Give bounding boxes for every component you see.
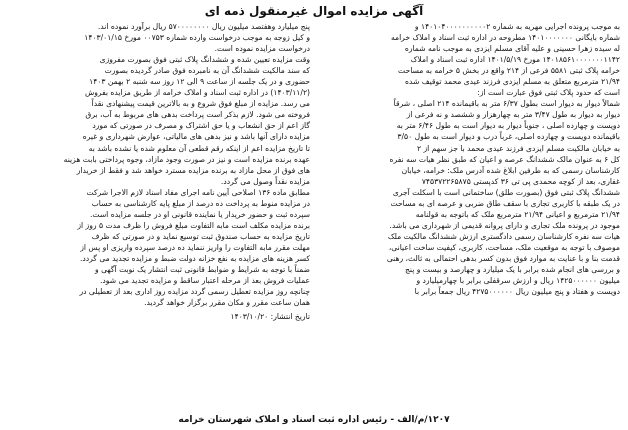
text-line: (۱۴۰۳/۱۱/۲) در اداره ثبت اسناد و املاک خرامه از طریق مزایده بفروش xyxy=(84,88,310,98)
body-column-left xyxy=(8,21,310,322)
text-line: برنده مزایده مکلف است مابه التفاوت مبلغ فروش را ظرف مدت ۵ روز از xyxy=(77,220,310,230)
text-line: و کیل زوجه به موجب درخواست وارده شماره ۰۰۷۵۳ مورخ ۱۴۰۳/۰۱/۱۵ xyxy=(84,33,310,43)
text-line: همان ساعت مقرر و مکان مقرر برگزار خواهد گردید. xyxy=(144,298,310,308)
text-line: در مزایده منوط به پرداخت ده درصد از مبلغ پایه کارشناسی به حساب xyxy=(91,198,310,208)
text-line: که سند مالکیت ششدانگ آن به نامبرده فوق صادر گردیده بصورت xyxy=(104,66,310,76)
text-line: خرامه پلاک ثبتی ۵۵۸۱ فرعی از ۲۱۴ واقع در بخش ۵ خرامه به مساحت xyxy=(398,66,620,76)
text-line: غفاری، بعد از کوچه محمدی پی تی ۳۶ کدپستی ۷۴۵۳۷۲۲۶۵۸۷۵ xyxy=(421,176,620,186)
text-line: به موجب پرونده اجرایی مهریه به شماره ۱۴۰۱۰۴۰۰۰۰۰۰۰۰۰۰۲ و xyxy=(414,22,620,31)
text-line: های فوق از محل مازاد به برنده مزایده مسترد خواهد شد و فقط از خریدار xyxy=(76,165,310,175)
notice-body xyxy=(8,21,620,322)
text-line: به خیابان مالکیت مسلم ایزدی فرزند عیدی محمد با جز سهم از ۲ xyxy=(416,143,620,153)
body-column-left-text xyxy=(8,21,310,308)
text-line: مزایده نقداً وصول می گردد. xyxy=(220,176,310,186)
text-line: عهده برنده مزایده است و نیز در صورت وجود مازاد، وجوه پرداختی بابت هزینه xyxy=(63,154,310,164)
text-line: تاریخ مزایده به حساب صندوق ثبت توسیع نماید و در صورتی که ظرف xyxy=(91,231,310,241)
text-line: تا تاریخ مزایده اعم از اینکه رقم قطعی آن معلوم شده یا نشده باشد به xyxy=(88,143,310,153)
body-column-right xyxy=(318,21,620,322)
text-line: در یک طبقه با کاربری تجاری با سقف طاق ضربی و عرصه ای به مساحت xyxy=(390,198,620,208)
text-line: است که حدود پلاک ثبتی فوق عبارت است از: xyxy=(477,88,620,98)
text-line: دیوار به دیوار به طول ۳/۴۷ متر به چهارهزار و ششصد و نه فرعی از xyxy=(406,110,620,120)
text-line: می رسد. مزایده از مبلغ فوق شروع و به بالاترین قیمت پیشنهادی نقداً xyxy=(91,99,310,109)
text-line: مهلت مقرر مابه التفاوت را واریز ننماید ده درصد سپرده واریزی او پس از xyxy=(80,242,310,252)
text-line: دویست و هفتاد و پنج میلیون ریال ۴۲۷۵۰۰۰۰۰۰ ریال جمعاً برابر با xyxy=(414,287,620,297)
text-line: کارشناسان رسمی که به طرفین ابلاغ شده آدرس ملک: خرامه، خیابان xyxy=(401,165,620,175)
text-line: درخواست مزایده نموده است. xyxy=(214,44,310,54)
text-line: فروخته می شود. لازم بذکر است پرداخت بدهی های مربوط به آب، برق xyxy=(85,110,310,120)
text-line: باقیمانده دویست و چهارده اصلی، غرباً درب و دیوار است به طول ۳/۵۰ xyxy=(397,132,620,142)
text-line: دویست و چهارده اصلی ، جنوباً دیوار به دیوار است به طول ۶/۴۶ متر به xyxy=(396,121,620,131)
publish-date: تاریخ انتشار: ۱۴۰۳/۱۰/۲۰ xyxy=(230,312,310,322)
text-line: عملیات فروش بعد از مرحله اعتبار ساقط و مزایده تجدید می شود. xyxy=(100,276,310,286)
text-line: ۲۱/۹۴ مترمربع و اعیانی ۲۱/۹۴ مترمربع ملک که باتوجه به قولنامه xyxy=(415,209,620,219)
text-line: وقت مزایده تعیین شده و ششدانگ پلاک ثبتی فوق بصورت مفروزی xyxy=(99,55,310,65)
text-line: و بررسی های انجام شده برابر با یک میلیارد و چهارصد و بیست و پنج xyxy=(405,265,620,275)
signature-line: ۱۲۰۷/م/الف - رئیس اداره ثبت اسناد و املاک شهرستان خرامه xyxy=(178,415,450,425)
text-line: موصوف با توجه به موقعیت ملک، مساحت، کاربری، کیفیت ساخت اعیانی، xyxy=(388,242,620,252)
text-line: شماره بایگانی ۱۴۰۱۰۰۰۰۰۰۰ مطروحه در اداره ثبت اسناد و املاک خرامه xyxy=(390,33,620,43)
text-line: کسر هزینه های مزایده به نفع خزانه دولت ضبط و مزایده تجدید می گردد. xyxy=(79,253,310,263)
text-line: چنانچه روز مزایده تعطیل رسمی گردد مزایده روز اداری بعد از تعطیلی در xyxy=(79,287,310,297)
text-line: گاز اعم از حق انشعاب و یا حق اشتراک و مصرف در صورتی که مورد xyxy=(92,121,310,131)
text-line: شمالاً دیوار به دیوار است بطول ۶/۳۷ متر به باقیمانده ۲۱۴ اصلی ، شرقاً xyxy=(393,99,620,109)
notice-title: آگهی مزایده اموال غیرمنقول ذمه ای xyxy=(204,4,424,18)
text-line: ۲۱/۹۴ مترمربع متعلق به مسلم ایزدی فرزند عیدی محمد توقیف شده xyxy=(404,77,620,87)
text-line: ششدانگ پلاک ثبتی فوق (بصورت طلق) ساختمانی است با اسکلت آجری xyxy=(392,187,620,197)
text-line: پنج میلیارد وهفتصد میلیون ریال ۵۷۰۰۰۰۰۰۰۰ ریال برآورد نموده اند. xyxy=(97,22,310,31)
text-line: موجود در پرونده ملک تجاری و دارای پروانه قدیمی از شهرداری می باشد. xyxy=(389,220,620,230)
text-line: مطابق ماده ۱۳۶ اصلاحی آیین نامه اجرای مفاد اسناد لازم الاجرا شرکت xyxy=(86,187,310,197)
text-line: له سیده زهرا حسینی و علیه آقای مسلم ایزدی به موجب نامه شماره xyxy=(404,44,620,54)
text-line: هیات سه نفره کارشناسان رسمی دادگستری ارزش ششدانگ مالکیت ملک xyxy=(387,231,620,241)
text-line: حضوری و در یک جلسه از ساعت ۹ الی ۱۲ روز سه شنبه ۲ بهمن ۱۴۰۳ xyxy=(89,77,310,87)
text-line: کل ۶ به عنوان مالک ششدانگ عرصه و اعیان که طبق نظر هیات سه نفره xyxy=(389,154,620,164)
text-line: میلیون ۱۴۲۵۰۰۰۰۰۰ ریال و ارزش سرقفلی برابر با چهارمیلیارد و xyxy=(416,276,620,286)
text-line: مزایده دارای آنها باشد و نیز بدهی های مالیاتی، عوارض شهرداری و غیره xyxy=(82,132,310,142)
text-line: سپرده ثبت و حضور خریدار یا نماینده قانونی او در جلسه مزایده است. xyxy=(89,209,310,219)
text-line: قدمت بنا و با عنایت به موارد فوق بدون کسر بدهی احتمالی به ثالث، رهنی xyxy=(386,253,620,263)
text-line: ۱۴۰۱۸۵۶۱۰۰۰۰۰۰۰۱۱۴۲ مورخ ۱۴۰۱/۵/۱۹ اداره ثبت اسناد و املاک xyxy=(410,55,620,65)
text-line: ضمناً با توجه به شرایط و ضوابط قانونی ثبت انتشار یک نوبت آگهی و xyxy=(95,265,310,275)
